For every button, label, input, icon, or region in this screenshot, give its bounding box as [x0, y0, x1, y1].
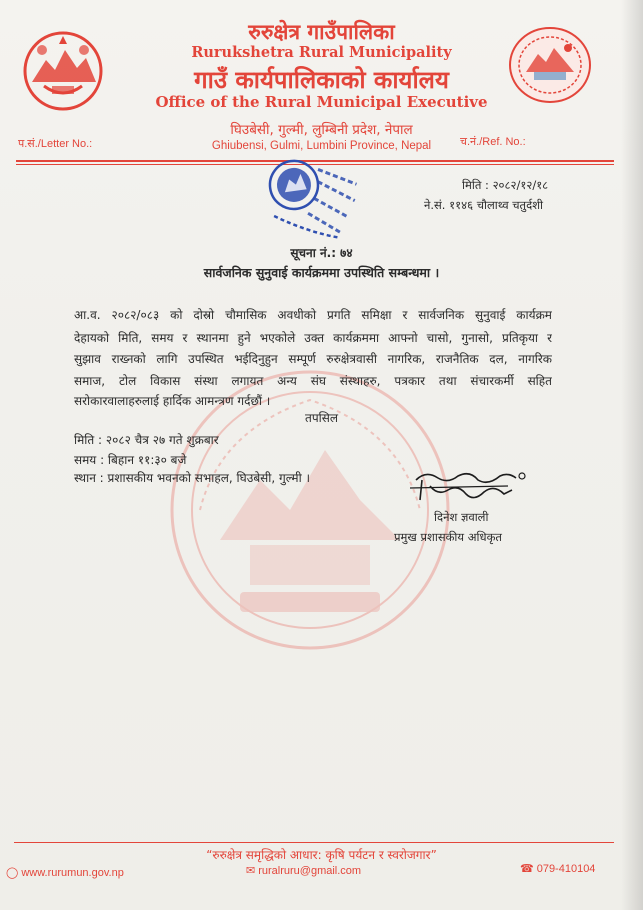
body-line: सरोकारवालाहरुलाई हार्दिक आमन्त्रण गर्दछौं । — [74, 394, 271, 408]
phone-text: 079-410104 — [536, 863, 596, 875]
municipality-name-nepali: रुरुक्षेत्र गाउँपालिका — [248, 20, 395, 44]
notice-subject: सार्वजनिक सुनुवाई कार्यक्रममा उपस्थिति सम्बन्धमा । — [203, 265, 440, 280]
page-edge-shadow — [621, 0, 643, 910]
office-stamp — [262, 150, 370, 246]
municipality-name-english: Rurukshetra Rural Municipality — [191, 44, 452, 61]
detail-time: समय : बिहान ११:३० बजे — [74, 453, 187, 467]
signature — [408, 466, 528, 508]
footer-slogan: “रुरुक्षेत्र समृद्धिको आधार: कृषि पर्यटन र स्वरोजगार” — [206, 848, 437, 862]
footer-website[interactable] — [6, 866, 124, 879]
footer-email[interactable] — [246, 864, 361, 877]
envelope-icon: ✉ — [246, 864, 256, 877]
body-line: आ.व. २०८२/०८३ को दोस्रो चौमासिक अवधीको प्रगति समिक्षा र सार्वजनिक सुनुवाई कार्यक्रम — [74, 308, 552, 322]
phone-icon: ☎ — [520, 862, 534, 875]
detail-venue: स्थान : प्रशासकीय भवनको सभाहल, घिउबेसी, गुल्मी । — [74, 471, 311, 485]
body-line: देहायको मिति, समय र स्थानमा हुने भएकोले उक्त कार्यक्रममा आफ्नो चासो, गुनासो, प्रतिकृया र — [74, 331, 552, 345]
nepal-sambat-date: ने.सं. ११४६ चौलाथ्व चतुर्दशी — [424, 198, 544, 212]
footer-phone[interactable] — [520, 862, 595, 875]
email-text: ruralruru@gmail.com — [258, 865, 362, 877]
signatory-name: दिनेश ज्ञवाली — [434, 510, 489, 524]
body-line: सुझाव राख्नको लागि उपस्थित भईदिनुहुन सम्पूर्ण रुरुक्षेत्रवासी नागरिक, राजनैतिक दल, नागरिक — [74, 352, 552, 366]
address-english: Ghiubensi, Gulmi, Lumbini Province, Nepal — [211, 140, 432, 152]
address-nepali: घिउबेसी, गुल्मी, लुम्बिनी प्रदेश, नेपाल — [230, 122, 413, 138]
reference-number-label: च.नं./Ref. No.: — [460, 136, 526, 148]
letter-number-label: प.सं./Letter No.: — [18, 138, 93, 150]
signatory-title: प्रमुख प्रशासकीय अधिकृत — [394, 530, 502, 544]
letter-date: मिति : २०८२/१२/१८ — [462, 178, 549, 192]
globe-icon: ◯ — [6, 866, 19, 879]
footer-divider — [14, 842, 614, 843]
office-name-nepali: गाउँ कार्यपालिकाको कार्यालय — [194, 66, 449, 94]
notice-number: सूचना नं.: ७४ — [290, 246, 353, 260]
detail-date: मिति : २०८२ चैत्र २७ गते शुक्रबार — [74, 433, 219, 447]
office-name-english: Office of the Rural Municipal Executive — [155, 93, 488, 111]
details-heading: तपसिल — [304, 411, 338, 425]
body-line: समाज, टोल विकास संस्था लगायत अन्य संघ संस्थाहरु, पत्रकार तथा संचारकर्मी सहित — [74, 374, 552, 388]
website-text: www.rurumun.gov.np — [21, 867, 124, 879]
